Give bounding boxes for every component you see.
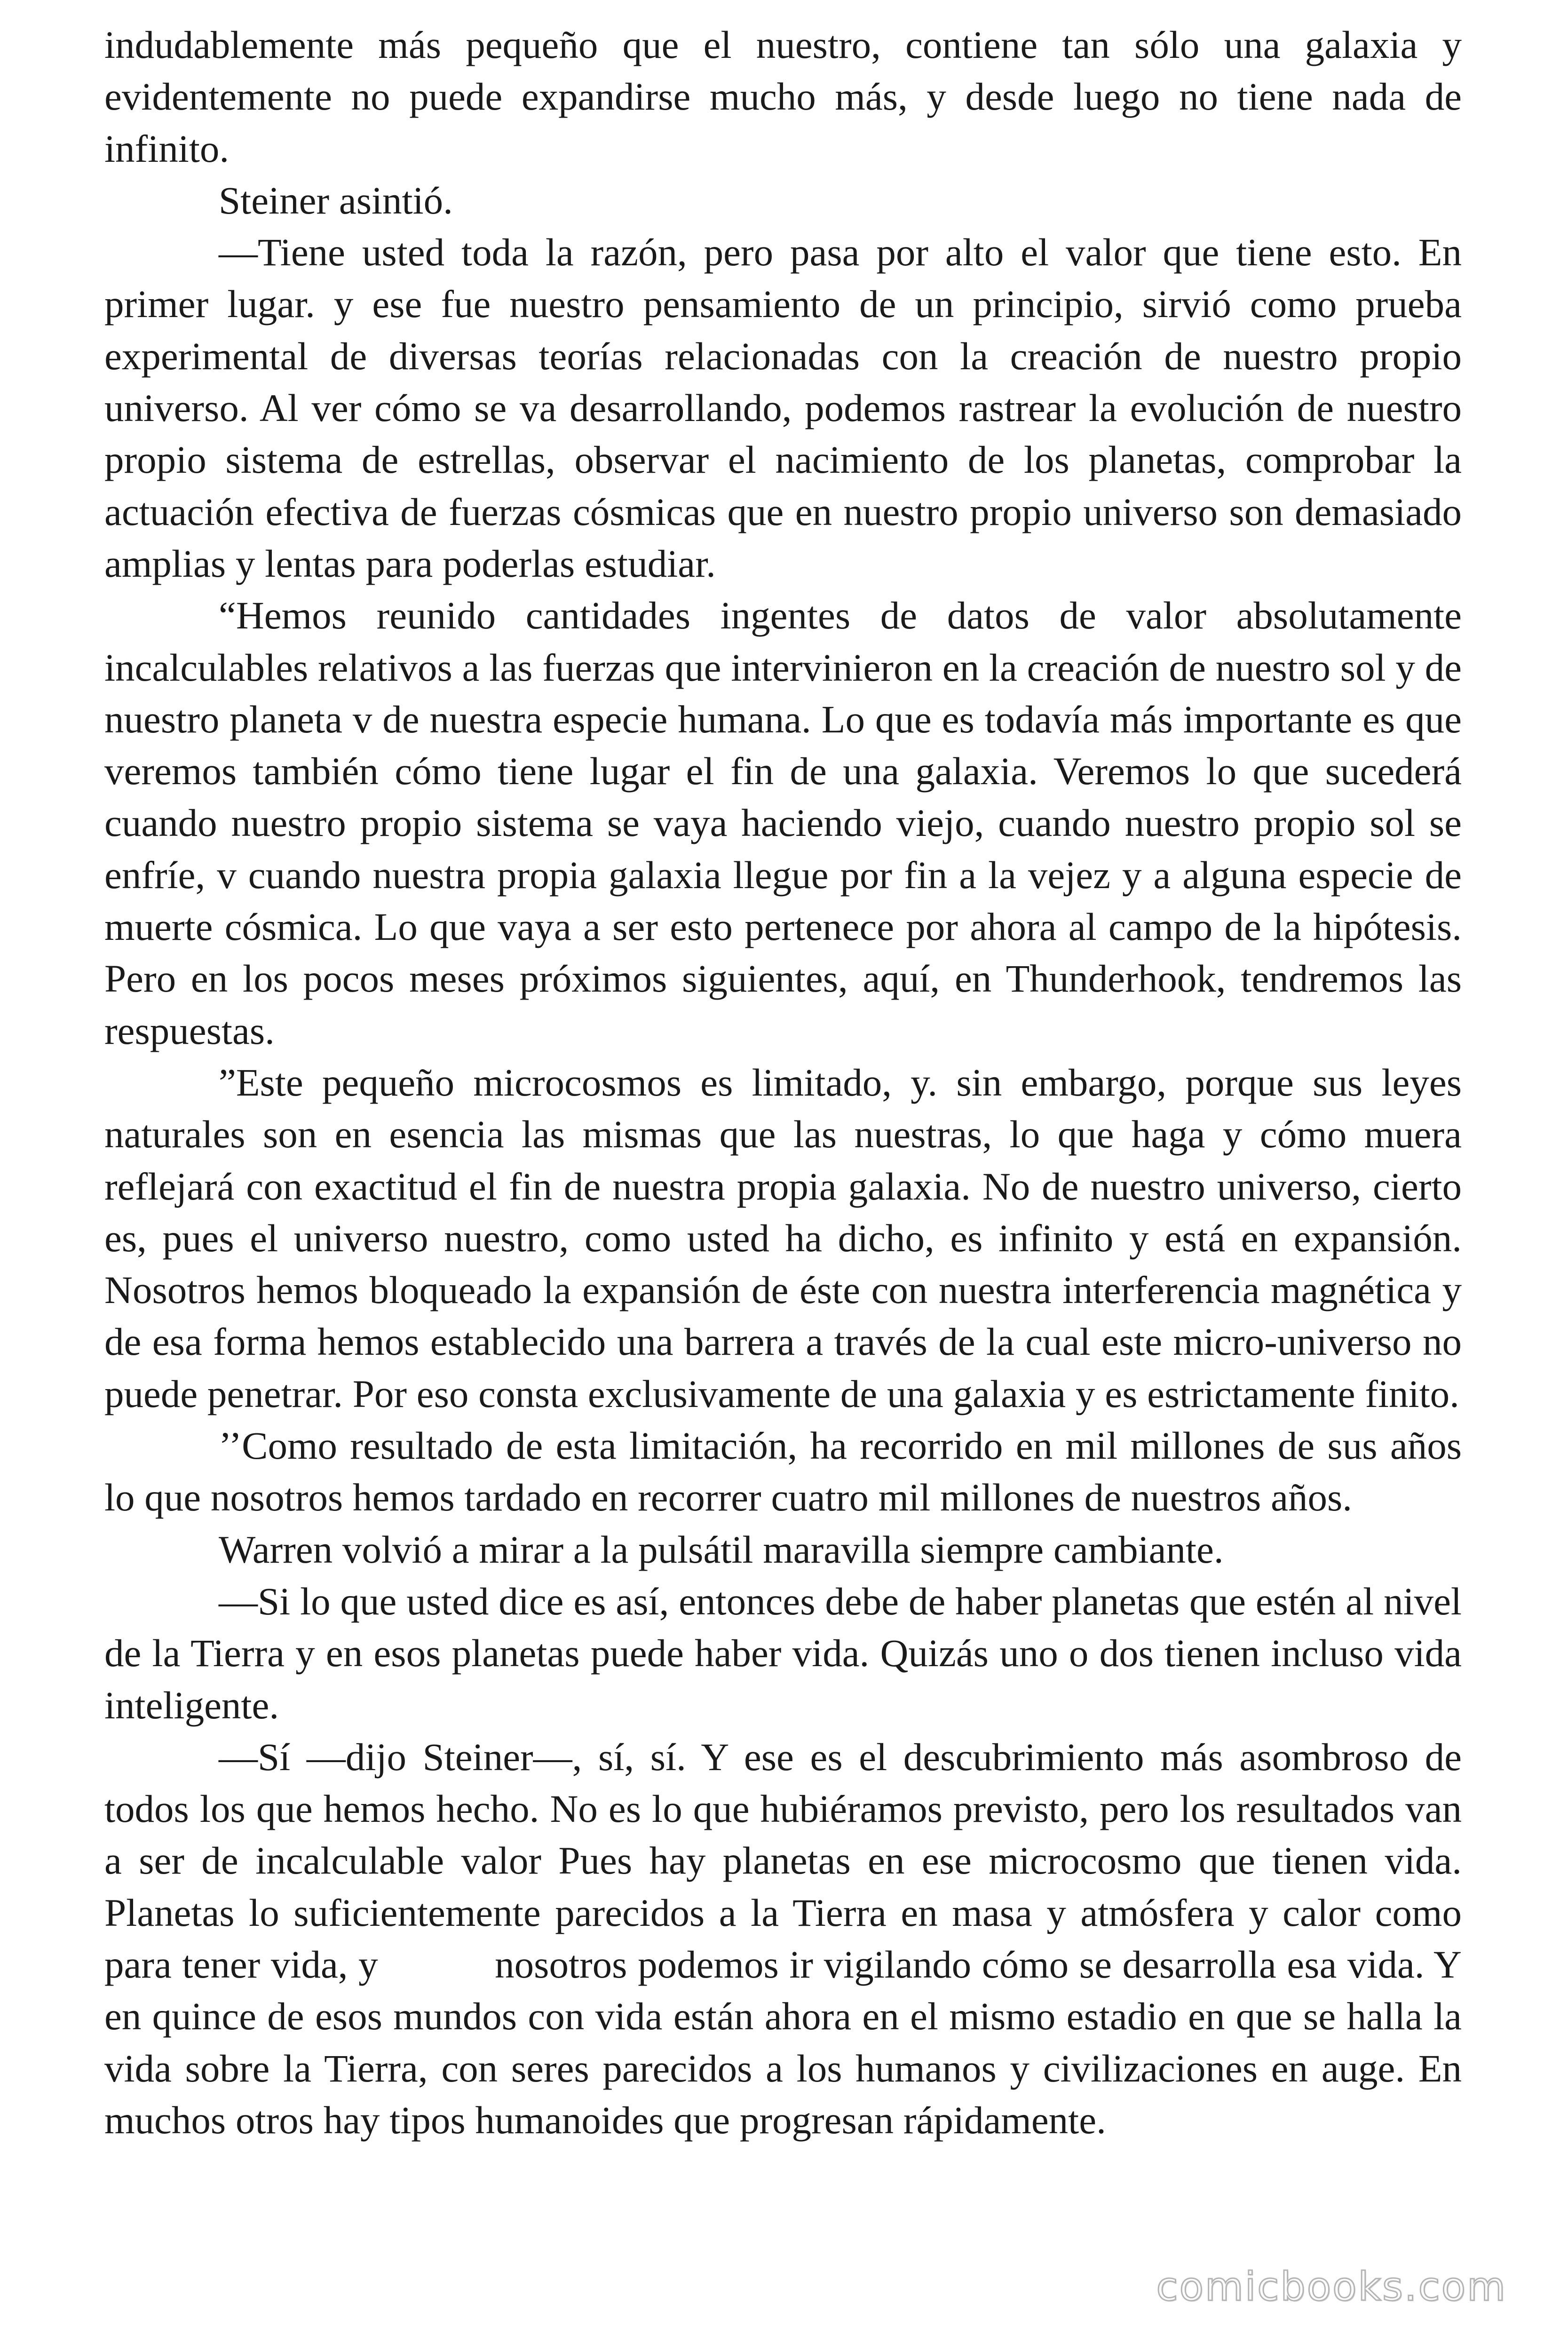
paragraph: ”Este pequeño microcosmos es limitado, y. sin embargo, porque sus leyes naturales son en esencia las mismas que las nuestras, lo que haga y cómo muera reflejará con exactitud el fin de nuestra propia galaxia. No de nuestro universo, cierto es, pues el universo nuestro, como usted ha dicho, es infinito y está en expansión. Nosotros hemos bloqueado la expansión de éste con nuestra interferencia magnética y de esa forma hemos establecido una barrera a través de la cual este micro-universo no puede penetrar. Por eso consta exclusivamente de una galaxia y es estrictamente finito. bbox=[104, 1060, 1462, 1415]
paragraph: Warren volvió a mirar a la pulsátil maravilla siempre cambiante. bbox=[219, 1527, 1224, 1571]
paragraph: ’’Como resultado de esta limitación, ha recorrido en mil millones de sus años lo que nosotros hemos tardado en recorrer cuatro mil millones de nuestros años. bbox=[104, 1424, 1462, 1519]
paragraph: indudablemente más pequeño que el nuestro, contiene tan sólo una galaxia y evidentemente no puede expandirse mucho más, y desde luego no tiene nada de infinito. bbox=[104, 23, 1462, 170]
paragraph: —Sí —dijo Steiner—, sí, sí. Y ese es el descubrimiento más asombroso de todos los que hemos hecho. No es lo que hubiéramos previsto, pero los resultados van a ser de incalculable valor Pues hay planetas en ese microcosmo que tienen vida. Planetas lo suficientemente parecidos a la Tierra en masa y atmósfera y calor como para tener vida, y nosotros podemos ir vigilando cómo se desarrolla esa vida. Y en quince de esos mundos con vida están ahora en el mismo estadio en que se halla la vida sobre la Tierra, con seres parecidos a los humanos y civilizaciones en auge. En muchos otros hay tipos humanoides que progresan rápidamente. bbox=[104, 1735, 1472, 2142]
watermark: comicbooks.com bbox=[1156, 2264, 1507, 2310]
paragraph: Steiner asintió. bbox=[219, 178, 453, 222]
paragraph: —Tiene usted toda la razón, pero pasa por alto el valor que tiene esto. En primer lugar. y ese fue nuestro pensamiento de un principio, sirvió como prueba experimental de diversas teorías relacionadas con la creación de nuestro propio universo. Al ver cómo se va desarrollando, podemos rastrear la evolución de nuestro propio sistema de estrellas, observar el nacimiento de los planetas, comprobar la actuación efectiva de fuerzas cósmicas que en nuestro propio universo son demasiado amplias y lentas para poderlas estudiar. bbox=[104, 230, 1462, 585]
body-text bbox=[104, 19, 1472, 2146]
paragraph: —Si lo que usted dice es así, entonces debe de haber planetas que estén al nivel de la Tierra y en esos planetas puede haber vida. Quizás uno o dos tienen incluso vida inteligente. bbox=[104, 1579, 1462, 1727]
paragraph: “Hemos reunido cantidades ingentes de datos de valor absolutamente incalculables relativos a las fuerzas que intervinieron en la creación de nuestro sol y de nuestro planeta v de nuestra especie humana. Lo que es todavía más importante es que veremos también cómo tiene lugar el fin de una galaxia. Veremos lo que sucederá cuando nuestro propio sistema se vaya haciendo viejo, cuando nuestro propio sol se enfríe, v cuando nuestra propia galaxia llegue por fin a la vejez y a alguna especie de muerte cósmica. Lo que vaya a ser esto pertenece por ahora al campo de la hipótesis. Pero en los pocos meses próximos siguientes, aquí, en Thunderhook, tendremos las respuestas. bbox=[104, 594, 1462, 1052]
